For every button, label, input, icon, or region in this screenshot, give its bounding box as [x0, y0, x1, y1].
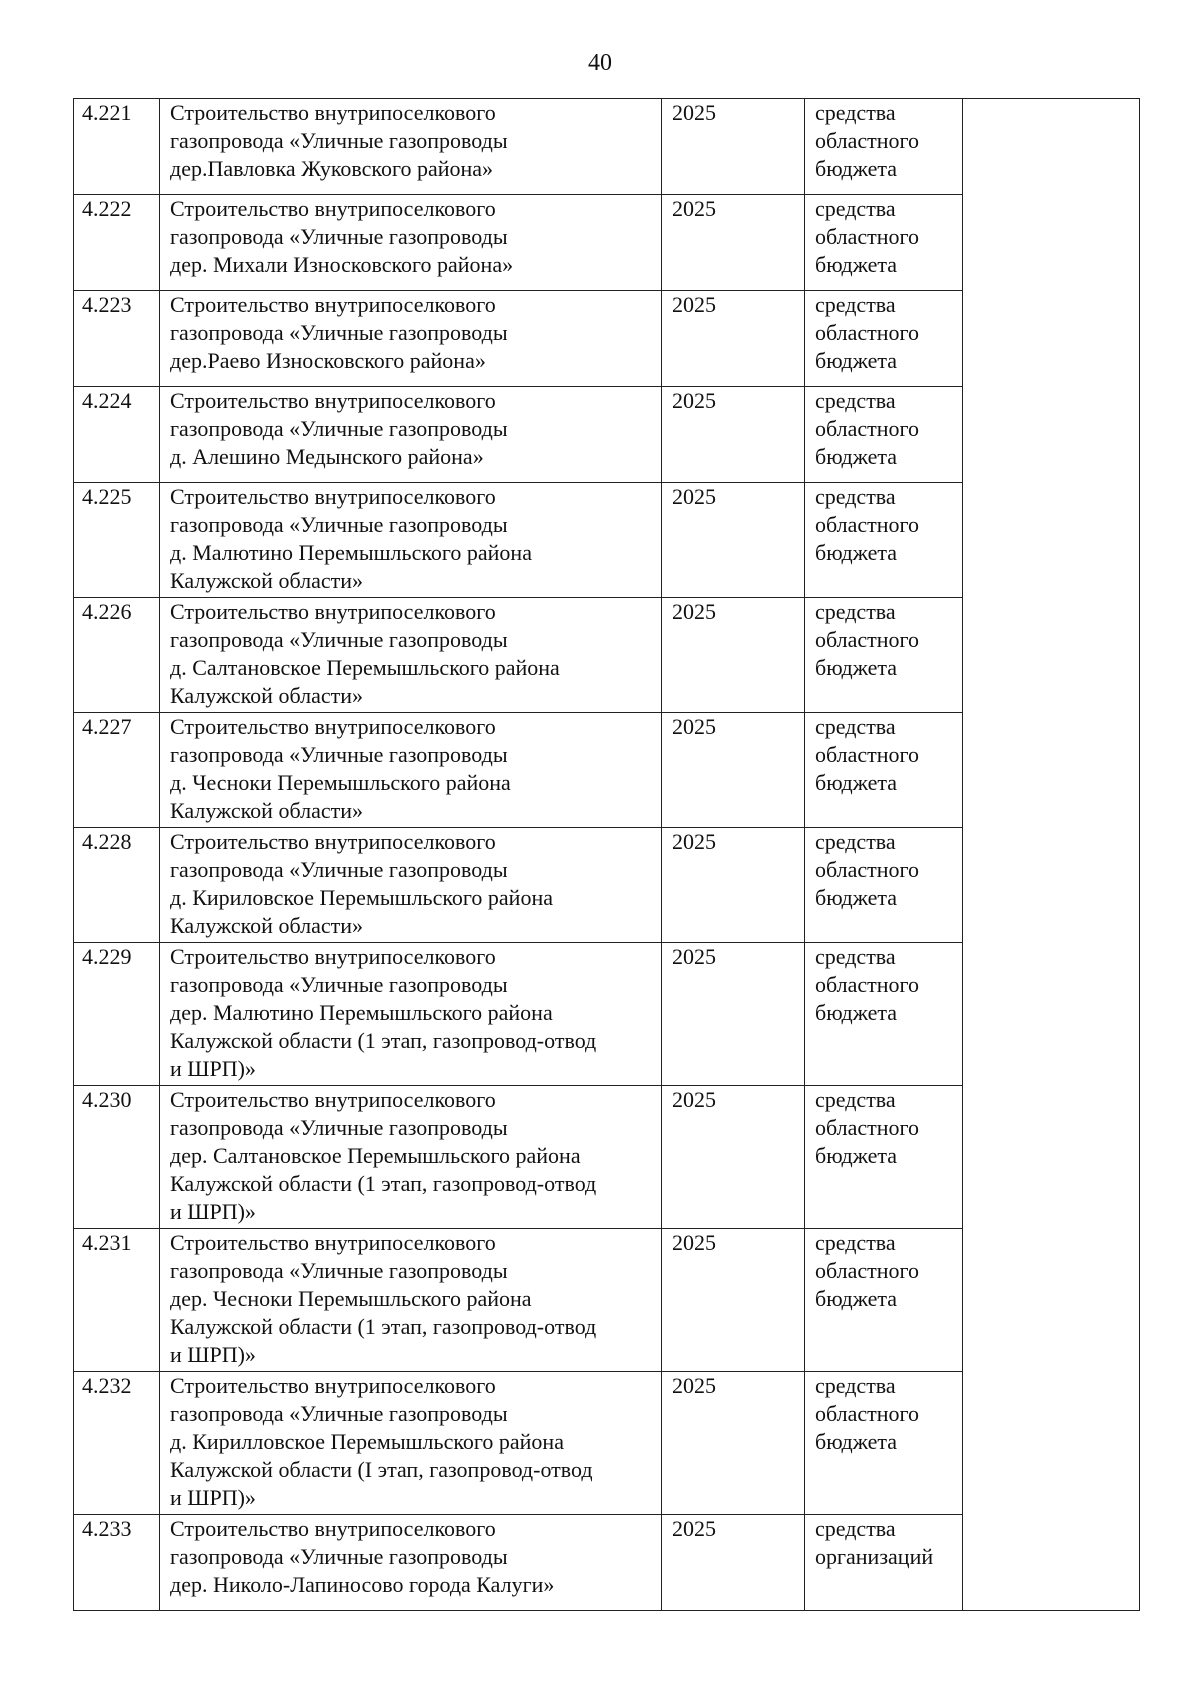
row-number: 4.228 [74, 828, 160, 943]
row-empty-cell [963, 1515, 1140, 1611]
row-empty-cell [963, 483, 1140, 598]
row-empty-cell [963, 387, 1140, 483]
row-funding-source: средства организаций [805, 1515, 963, 1611]
row-number: 4.226 [74, 598, 160, 713]
row-funding-source: средства областного бюджета [805, 1229, 963, 1372]
row-description: Строительство внутрипоселкового газопровода «Уличные газопроводы д. Салтановское Перемышльского района Калужской области» [160, 598, 662, 713]
table-row [74, 828, 1140, 943]
row-funding-source: средства областного бюджета [805, 1372, 963, 1515]
row-number: 4.225 [74, 483, 160, 598]
row-year: 2025 [662, 1229, 805, 1372]
table-row [74, 598, 1140, 713]
row-description: Строительство внутрипоселкового газопровода «Уличные газопроводы дер. Чесноки Перемышльского района Калужской области (1 этап, газопровод-отвод и ШРП)» [160, 1229, 662, 1372]
table-row [74, 1372, 1140, 1515]
row-year: 2025 [662, 1372, 805, 1515]
table-row [74, 387, 1140, 483]
row-empty-cell [963, 291, 1140, 387]
row-funding-source: средства областного бюджета [805, 291, 963, 387]
row-number: 4.222 [74, 195, 160, 291]
row-funding-source: средства областного бюджета [805, 483, 963, 598]
row-empty-cell [963, 99, 1140, 195]
row-funding-source: средства областного бюджета [805, 1086, 963, 1229]
row-year: 2025 [662, 943, 805, 1086]
row-empty-cell [963, 713, 1140, 828]
row-empty-cell [963, 1086, 1140, 1229]
table-row [74, 713, 1140, 828]
row-funding-source: средства областного бюджета [805, 943, 963, 1086]
row-year: 2025 [662, 291, 805, 387]
row-description: Строительство внутрипоселкового газопровода «Уличные газопроводы д. Чесноки Перемышльского района Калужской области» [160, 713, 662, 828]
row-number: 4.221 [74, 99, 160, 195]
row-description: Строительство внутрипоселкового газопровода «Уличные газопроводы дер. Салтановское Перемышльского района Калужской области (1 этап, газопровод-отвод и ШРП)» [160, 1086, 662, 1229]
row-description: Строительство внутрипоселкового газопровода «Уличные газопроводы дер.Павловка Жуковского района» [160, 99, 662, 195]
row-year: 2025 [662, 598, 805, 713]
row-year: 2025 [662, 483, 805, 598]
row-empty-cell [963, 1372, 1140, 1515]
row-empty-cell [963, 598, 1140, 713]
row-empty-cell [963, 943, 1140, 1086]
row-empty-cell [963, 828, 1140, 943]
row-description: Строительство внутрипоселкового газопровода «Уличные газопроводы дер.Раево Износковского района» [160, 291, 662, 387]
row-number: 4.229 [74, 943, 160, 1086]
table-row [74, 1515, 1140, 1611]
table-row [74, 291, 1140, 387]
row-number: 4.224 [74, 387, 160, 483]
row-description: Строительство внутрипоселкового газопровода «Уличные газопроводы дер. Малютино Перемышльского района Калужской области (1 этап, газопровод-отвод и ШРП)» [160, 943, 662, 1086]
row-description: Строительство внутрипоселкового газопровода «Уличные газопроводы д. Малютино Перемышльского района Калужской области» [160, 483, 662, 598]
table-row [74, 943, 1140, 1086]
row-year: 2025 [662, 1515, 805, 1611]
row-empty-cell [963, 195, 1140, 291]
row-funding-source: средства областного бюджета [805, 387, 963, 483]
table-row [74, 99, 1140, 195]
row-number: 4.231 [74, 1229, 160, 1372]
row-number: 4.233 [74, 1515, 160, 1611]
table-row [74, 195, 1140, 291]
row-year: 2025 [662, 99, 805, 195]
row-funding-source: средства областного бюджета [805, 713, 963, 828]
page-number: 40 [588, 50, 612, 76]
row-funding-source: средства областного бюджета [805, 598, 963, 713]
row-number: 4.227 [74, 713, 160, 828]
row-year: 2025 [662, 387, 805, 483]
row-description: Строительство внутрипоселкового газопровода «Уличные газопроводы дер. Михали Износковского района» [160, 195, 662, 291]
row-funding-source: средства областного бюджета [805, 828, 963, 943]
row-year: 2025 [662, 713, 805, 828]
row-number: 4.223 [74, 291, 160, 387]
row-year: 2025 [662, 1086, 805, 1229]
row-funding-source: средства областного бюджета [805, 99, 963, 195]
row-empty-cell [963, 1229, 1140, 1372]
table-row [74, 483, 1140, 598]
row-number: 4.232 [74, 1372, 160, 1515]
row-description: Строительство внутрипоселкового газопровода «Уличные газопроводы дер. Николо-Лапиносово города Калуги» [160, 1515, 662, 1611]
row-description: Строительство внутрипоселкового газопровода «Уличные газопроводы д. Кирилловское Перемышльского района Калужской области (I этап, газопровод-отвод и ШРП)» [160, 1372, 662, 1515]
program-table [73, 98, 1140, 1611]
table-row [74, 1229, 1140, 1372]
row-year: 2025 [662, 828, 805, 943]
row-number: 4.230 [74, 1086, 160, 1229]
table-row [74, 1086, 1140, 1229]
row-description: Строительство внутрипоселкового газопровода «Уличные газопроводы д. Кириловское Перемышльского района Калужской области» [160, 828, 662, 943]
row-funding-source: средства областного бюджета [805, 195, 963, 291]
row-description: Строительство внутрипоселкового газопровода «Уличные газопроводы д. Алешино Медынского района» [160, 387, 662, 483]
row-year: 2025 [662, 195, 805, 291]
